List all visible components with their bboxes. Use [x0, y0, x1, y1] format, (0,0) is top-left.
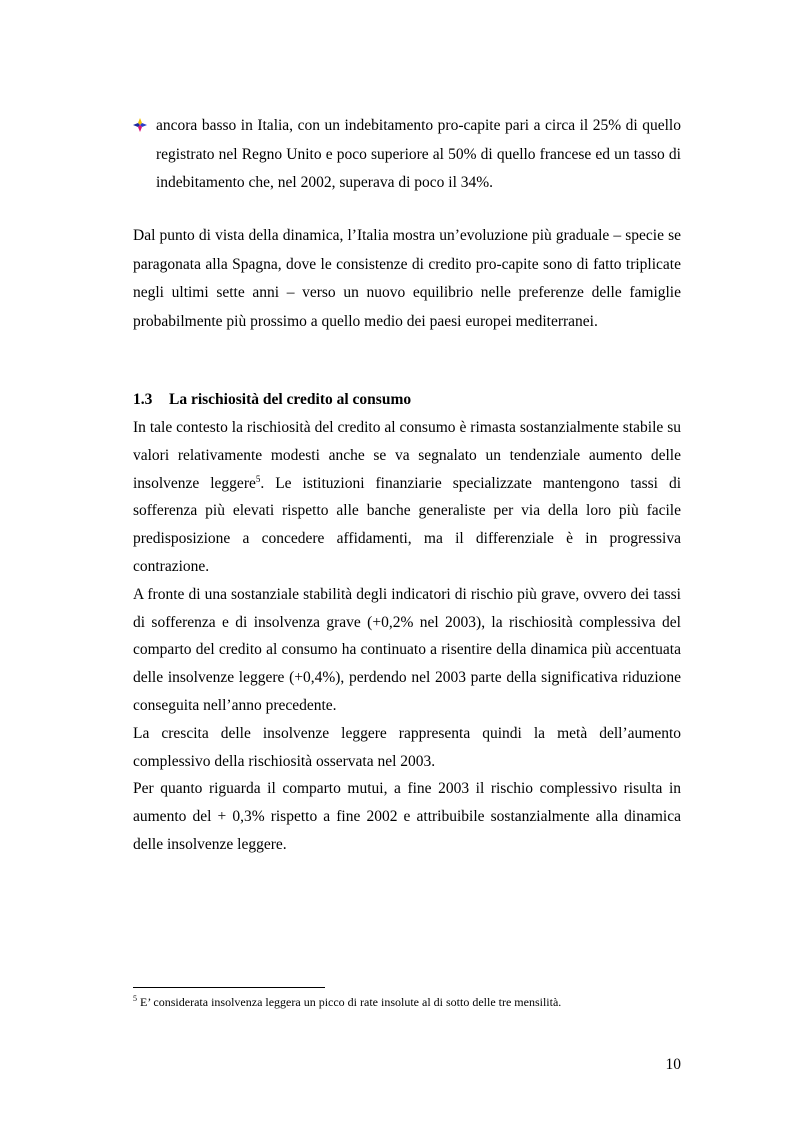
section-paragraph-2: A fronte di una sostanziale stabilità degli indicatori di rischio più grave, ovvero dei tassi di sofferenza e di insolvenza grave (+0,2% nel 2003), la rischiosità complessiva del comparto del credito al consumo ha continuato a risentire della dinamica più accentuata delle insolvenze leggere (+0,4%), perdendo nel 2003 parte della significativa riduzione conseguita nell’anno precedente. [133, 585, 681, 714]
footnote-separator [133, 987, 325, 988]
bullet-item [133, 112, 681, 198]
paragraph-text: . Le istituzioni finanziarie specializzate mantengono tassi di sofferenza più elevati rispetto alle banche generaliste per via della loro più facile predisposizione a concedere affidamenti, ma il differenziale è in progressiva contrazione. [133, 474, 681, 575]
section-body [133, 414, 681, 859]
paragraph-text: In tale contesto la rischiosità del credito al consumo è rimasta sostanzialmente stabile su valori relativamente modesti anche se va segnalato un tendenziale aumento delle insolvenze leggere [133, 419, 681, 492]
footnote-number: 5 [133, 994, 137, 1003]
section-heading [133, 388, 411, 412]
footnote-reference: 5 [255, 473, 261, 484]
footnote-text: E’ considerata insolvenza leggera un picco di rate insolute al di sotto delle tre mensilità. [137, 995, 562, 1009]
section-paragraph-4: Per quanto riguarda il comparto mutui, a fine 2003 il rischio complessivo risulta in aumento del + 0,3% rispetto a fine 2002 e attribuibile sostanzialmente alla dinamica delle insolvenze leggere. [133, 780, 681, 853]
diamond-bullet-icon [133, 118, 147, 132]
section-number: 1.3 [133, 391, 153, 408]
section-paragraph-1 [133, 414, 681, 581]
paragraph-dinamica: Dal punto di vista della dinamica, l’Italia mostra un’evoluzione più graduale – specie se paragonata alla Spagna, dove le consistenze di credito pro-capite sono di fatto triplicate negli ultimi sette anni – verso un nuovo equilibrio nelle preferenze delle famiglie probabilmente più prossimo a quello medio dei paesi europei mediterranei. [133, 227, 681, 330]
footnote [133, 994, 681, 1010]
section-title: La rischiosità del credito al consumo [169, 391, 412, 408]
page-number: 10 [665, 1056, 681, 1073]
bullet-text: ancora basso in Italia, con un indebitamento pro-capite pari a circa il 25% di quello registrato nel Regno Unito e poco superiore al 50% di quello francese ed un tasso di indebitamento che, nel 2002, superava di poco il 34%. [156, 117, 681, 191]
section-paragraph-3: La crescita delle insolvenze leggere rappresenta quindi la metà dell’aumento complessivo della rischiosità osservata nel 2003. [133, 724, 681, 770]
